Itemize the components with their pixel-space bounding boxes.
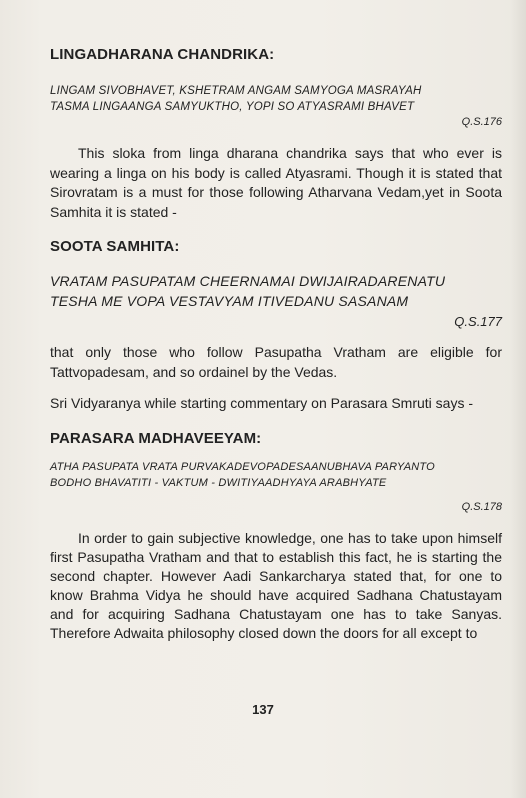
sloka-line: ATHA PASUPATA VRATA PURVAKADEVOPADESAANUBHAVA PARYANTO bbox=[50, 460, 435, 473]
page-content bbox=[50, 46, 502, 643]
body-paragraph: This sloka from linga dharana chandrika says that who ever is wearing a linga on his body is called Atyasrami. Though it is stated that Sirovratam is a must for those following Atharvana Vedam,yet in Soota Samhita it is stated - bbox=[50, 145, 502, 220]
sloka-block-3 bbox=[50, 459, 502, 513]
section-heading-soota-samhita: SOOTA SAMHITA: bbox=[50, 238, 180, 255]
quote-reference: Q.S.176 bbox=[461, 116, 502, 128]
page-number: 137 bbox=[252, 702, 274, 717]
quote-reference: Q.S.178 bbox=[461, 500, 502, 513]
sloka-line: TESHA ME VOPA VESTAVYAM ITIVEDANU SASANAM bbox=[50, 293, 409, 309]
sloka-block-1 bbox=[50, 83, 502, 128]
sloka-line: VRATAM PASUPATAM CHEERNAMAI DWIJAIRADARENATU bbox=[50, 273, 446, 289]
page-edge-shadow bbox=[510, 0, 526, 798]
body-paragraph: that only those who follow Pasupatha Vratham are eligible for Tattvopadesam, and so ordainel by the Vedas. bbox=[50, 344, 502, 380]
sloka-block-2 bbox=[50, 271, 502, 329]
quote-reference: Q.S.177 bbox=[454, 314, 502, 329]
sloka-line: LINGAM SIVOBHAVET, KSHETRAM ANGAM SAMYOGA MASRAYAH bbox=[50, 85, 422, 97]
section-heading-parasara: PARASARA MADHAVEEYAM: bbox=[50, 429, 262, 447]
body-paragraph: In order to gain subjective knowledge, one has to take upon himself first Pasupatha Vratham and that to establish this fact, he is starting the second chapter. However Aadi Sankarcharya stated that, for one to know Brahma Vidya he should have acquired Sadhana Chatustayam and for acquiring Sadhana Chatustayam one has to take Sanyas. Therefore Adwaita philosophy closed down the doors for all except to bbox=[50, 529, 502, 641]
body-paragraph: Sri Vidyaranya while starting commentary on Parasara Smruti says - bbox=[50, 395, 474, 411]
sloka-line: BODHO BHAVATITI - VAKTUM - DWITIYAADHYAYA ARABHYATE bbox=[50, 476, 387, 489]
section-heading-lingadharana: LINGADHARANA CHANDRIKA: bbox=[50, 46, 275, 63]
sloka-line: TASMA LINGAANGA SAMYUKTHO, YOPI SO ATYASRAMI BHAVET bbox=[50, 101, 415, 113]
